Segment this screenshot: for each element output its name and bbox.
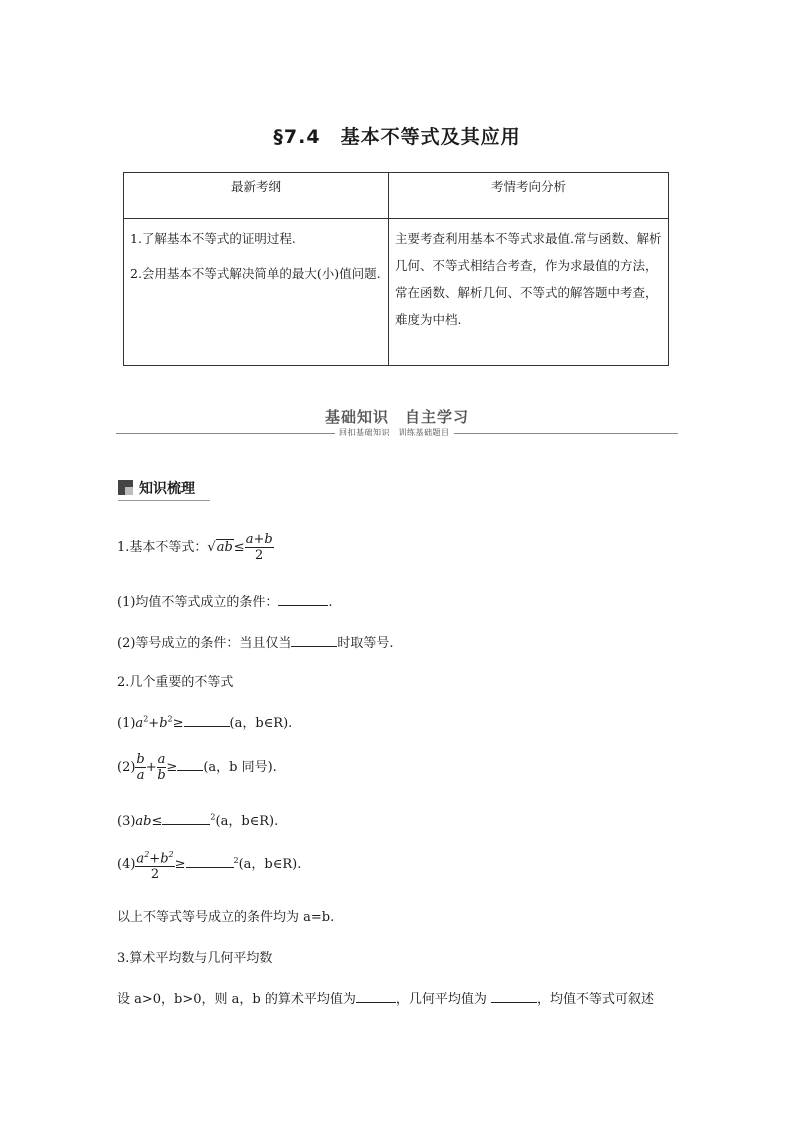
- table-header-requirements: 最新考纲: [124, 173, 389, 219]
- inequality-2-suffix: (a，b 同号).: [203, 760, 277, 775]
- analysis-cell: 主要考查利用基本不等式求最值.常与函数、解析几何、不等式相结合考查，作为求最值的方法，常在函数、解析几何、不等式的解答题中考查，难度为中档.: [389, 219, 669, 366]
- inequality-3-suffix: (a，b∈R).: [215, 814, 279, 829]
- inequality-4: (4) $\frac{a^2+b^2}{2}$ ≥ $^2$(a，b∈R).: [117, 847, 301, 882]
- item-2-label: 2.几个重要的不等式: [117, 675, 234, 690]
- condition-2-line: [117, 632, 394, 651]
- exam-outline-table: [123, 172, 669, 366]
- item-1-label: 1.基本不等式：: [117, 540, 208, 555]
- section-heading: 基础知识 自主学习: [324, 408, 469, 426]
- inequality-4-suffix: (a，b∈R).: [238, 857, 302, 873]
- item-3-text-a: 设 a>0，b>0，则 a，b 的算术平均值为: [117, 992, 356, 1007]
- table-header-analysis: 考情考向分析: [389, 173, 669, 219]
- requirement-item: 2.会用基本不等式解决简单的最大(小)值问题.: [130, 266, 381, 281]
- item-3-label: 3.算术平均数与几何平均数: [117, 951, 273, 966]
- inequality-2: (2) $\frac{b}{a}$ + $\frac{a}{b}$ ≥ (a，b 同号).: [117, 752, 277, 783]
- inequality-1-suffix: (a，b∈R).: [229, 716, 293, 731]
- item-3-text-c: ，均值不等式可叙述: [537, 992, 655, 1007]
- item-3-text: [117, 988, 654, 1007]
- requirements-cell: [124, 219, 389, 366]
- answer-blank[interactable]: [356, 990, 396, 1003]
- condition-1-line: (1)均值不等式成立的条件： .: [117, 595, 333, 610]
- fraction-a-plus-b-over-2: $\frac{a+b}{2}$: [245, 532, 273, 563]
- condition-1-text: (1)均值不等式成立的条件：: [117, 595, 279, 610]
- answer-blank[interactable]: [291, 634, 337, 647]
- page-title: §7.4 基本不等式及其应用: [273, 126, 521, 148]
- condition-2-text: (2)等号成立的条件：当且仅当: [117, 636, 292, 651]
- answer-blank[interactable]: [278, 593, 328, 606]
- item-1-line: 1.基本不等式：√ab≤ $\frac{a+b}{2}$: [117, 532, 273, 563]
- subsection-header: [118, 478, 210, 501]
- condition-2-tail: 时取等号.: [337, 636, 394, 651]
- inequality-3: (3)ab≤ $^2$(a，b∈R).: [117, 812, 279, 829]
- sqrt-ab: √ab: [207, 540, 233, 555]
- answer-blank[interactable]: [184, 714, 230, 727]
- answer-blank[interactable]: [162, 812, 210, 825]
- requirement-item: 1.了解基本不等式的证明过程.: [130, 231, 296, 246]
- section-subheading: 回扣基础知识 训练基础题目: [335, 427, 454, 438]
- answer-blank[interactable]: [491, 990, 537, 1003]
- inequality-1: $(1)a^2+b^2\ge (a$，b∈R).: [117, 714, 293, 731]
- answer-blank[interactable]: [177, 758, 203, 771]
- subsection-title: 知识梳理: [139, 481, 195, 497]
- answer-blank[interactable]: [186, 855, 234, 868]
- square-bullet-icon: [118, 480, 133, 495]
- item-3-text-b: ，几何平均值为: [395, 992, 487, 1007]
- equality-note: 以上不等式等号成立的条件均为 a=b.: [117, 910, 335, 925]
